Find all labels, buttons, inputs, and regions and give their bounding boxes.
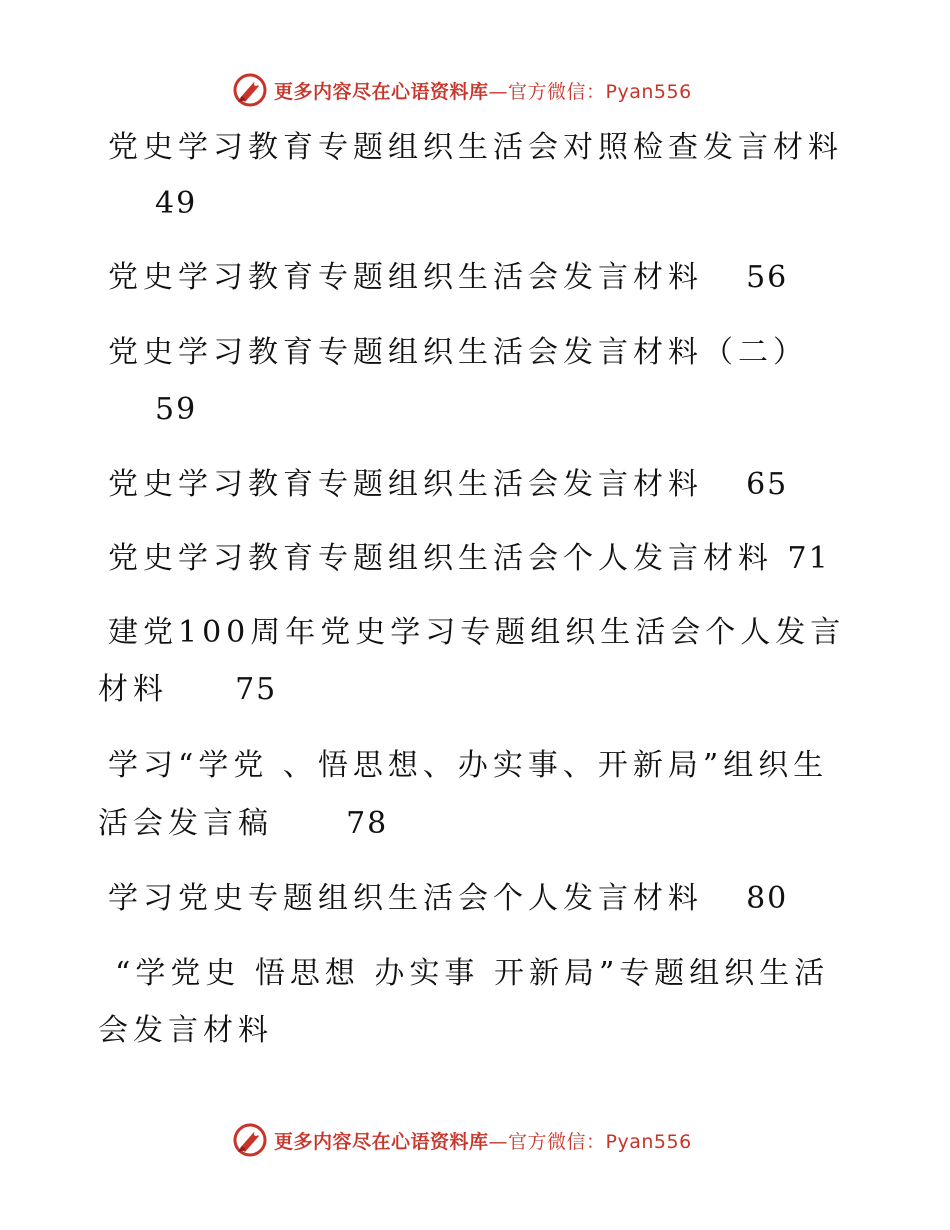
toc-entry-title: 党史学习教育专题组织生活会发言材料	[108, 467, 703, 502]
fountain-pen-logo-icon	[232, 72, 268, 108]
toc-entry-2[interactable]	[108, 258, 788, 298]
toc-entry-title-cont: 材料	[98, 672, 168, 707]
toc-entry-1-page	[155, 184, 197, 224]
banner-dash: —	[488, 1130, 509, 1153]
toc-entry-title: 建党100周年党史学习专题组织生活会个人发言	[108, 615, 846, 650]
toc-entry-8[interactable]	[108, 879, 788, 919]
toc-page-number: 56	[746, 260, 789, 295]
toc-entry-7-cont	[98, 804, 388, 844]
toc-entry-9-cont	[98, 1011, 273, 1051]
fountain-pen-logo-icon	[232, 1122, 268, 1158]
toc-entry-title: 党史学习教育专题组织生活会个人发言材料	[108, 541, 773, 576]
toc-entry-title: 党史学习教育专题组织生活会发言材料	[108, 260, 703, 295]
toc-entry-title: “学党史 悟思想 办实事 开新局”专题组织生活	[115, 956, 830, 991]
toc-page-number: 75	[235, 672, 278, 707]
toc-entry-title: 学习“学党 、悟思想、办实事、开新局”组织生	[108, 748, 829, 783]
banner-main-text: 更多内容尽在心语资料库	[274, 1130, 489, 1153]
toc-entry-title-cont: 活会发言稿	[98, 806, 273, 841]
toc-entry-title-cont: 会发言材料	[98, 1013, 273, 1048]
toc-entry-title: 学习党史专题组织生活会个人发言材料	[108, 881, 703, 916]
banner-dash: —	[488, 80, 509, 103]
toc-entry-6-cont	[98, 670, 277, 710]
toc-entry-7[interactable]	[108, 746, 828, 786]
toc-page-number: 80	[746, 881, 789, 916]
banner-sub-text: 官方微信：	[508, 1130, 606, 1153]
toc-entry-3[interactable]	[108, 333, 808, 373]
banner-sub-text: 官方微信：	[508, 80, 606, 103]
toc-page-number: 78	[346, 806, 389, 841]
toc-entry-title: 党史学习教育专题组织生活会对照检查发言材料	[108, 130, 843, 165]
toc-page-number: 65	[746, 467, 789, 502]
banner-wechat-id: Pyan556	[605, 80, 692, 103]
toc-page-number: 59	[155, 392, 198, 427]
banner-wechat-id: Pyan556	[605, 1130, 692, 1153]
toc-entry-4[interactable]	[108, 465, 788, 505]
footer-banner	[232, 1120, 692, 1160]
header-banner	[232, 70, 692, 110]
toc-entry-6[interactable]	[108, 613, 845, 653]
toc-page-number: 71	[787, 541, 830, 576]
toc-entry-9[interactable]	[115, 954, 829, 994]
banner-main-text: 更多内容尽在心语资料库	[274, 80, 489, 103]
toc-entry-3-page	[155, 390, 197, 430]
toc-entry-1[interactable]	[108, 128, 843, 168]
toc-entry-title: 党史学习教育专题组织生活会发言材料（二）	[108, 335, 808, 370]
toc-page-number: 49	[155, 186, 198, 221]
toc-entry-5[interactable]	[108, 539, 830, 579]
